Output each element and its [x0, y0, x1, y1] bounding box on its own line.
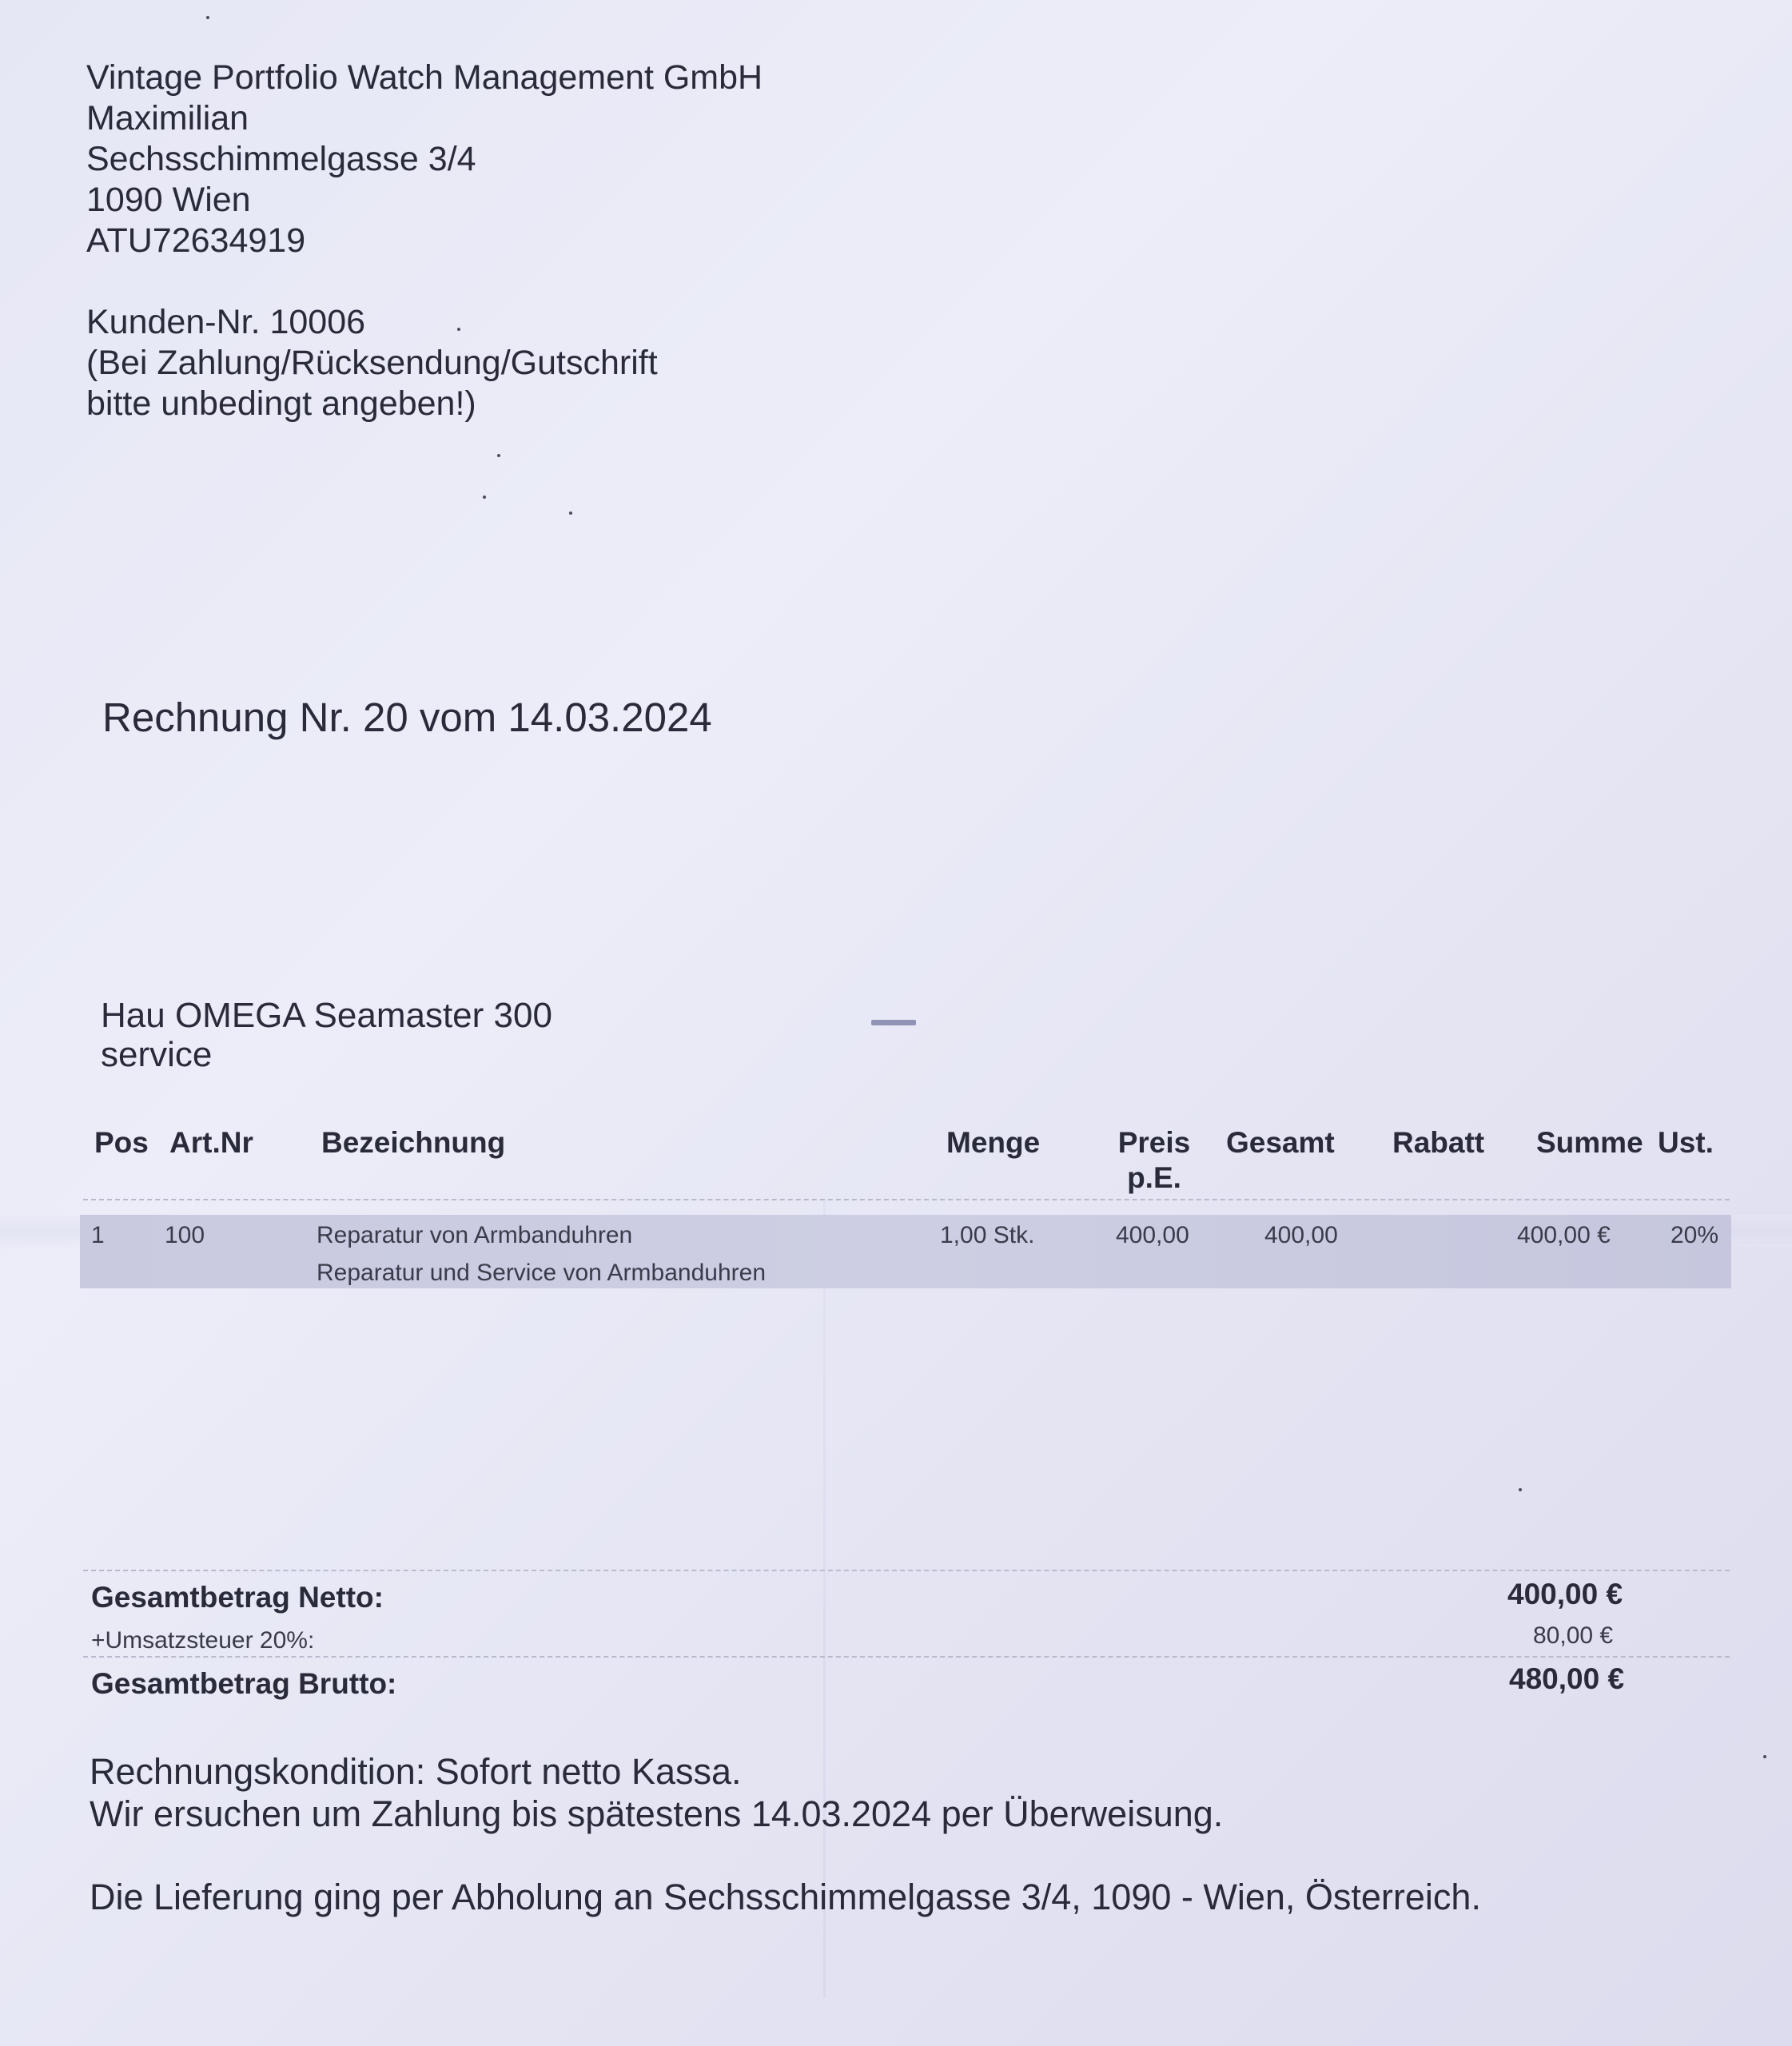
customer-note-line-1: (Bei Zahlung/Rücksendung/Gutschrift — [86, 344, 658, 382]
sender-contact: Maximilian — [86, 99, 249, 137]
total-brutto-value: 480,00 € — [1509, 1662, 1625, 1695]
invoice-title: Rechnung Nr. 20 vom 14.03.2024 — [102, 695, 712, 740]
col-header-rabatt: Rabatt — [1392, 1126, 1485, 1159]
invoice-subject — [101, 996, 552, 1074]
total-netto-value: 400,00 € — [1507, 1578, 1623, 1610]
payment-terms — [90, 1750, 1223, 1835]
col-header-preis — [1109, 1125, 1199, 1196]
customer-number: Kunden-Nr. 10006 — [86, 303, 366, 341]
speck — [483, 496, 486, 499]
row-bezeichnung: Reparatur von Armbanduhren — [317, 1222, 633, 1248]
sender-street: Sechsschimmelgasse 3/4 — [86, 140, 476, 178]
delivery-note: Die Lieferung ging per Abholung an Sechsschimmelgasse 3/4, 1090 - Wien, Österreich. — [90, 1877, 1481, 1917]
header-divider — [83, 1199, 1730, 1200]
col-header-menge: Menge — [946, 1126, 1041, 1159]
col-header-gesamt: Gesamt — [1226, 1126, 1335, 1159]
row-menge: 1,00 Stk. — [940, 1222, 1035, 1248]
subject-line-2: service — [101, 1035, 213, 1074]
col-header-preis-line-1: Preis — [1117, 1126, 1191, 1159]
row-pos: 1 — [91, 1222, 105, 1248]
speck — [569, 512, 572, 515]
sender-city: 1090 Wien — [86, 181, 251, 219]
col-header-summe: Summe — [1536, 1126, 1643, 1159]
total-ust-label: +Umsatzsteuer 20%: — [91, 1627, 315, 1654]
payment-terms-line-2: Wir ersuchen um Zahlung bis spätestens 14.03.2024 per Überweisung. — [90, 1793, 1224, 1834]
total-ust-value: 80,00 € — [1533, 1622, 1614, 1649]
speck — [1519, 1488, 1522, 1491]
row-beschreibung: Reparatur und Service von Armbanduhren — [317, 1260, 767, 1286]
sender-company: Vintage Portfolio Watch Management GmbH — [86, 58, 763, 97]
col-header-pos: Pos — [94, 1126, 149, 1159]
speck — [206, 16, 209, 19]
customer-info — [86, 302, 658, 424]
row-art-nr: 100 — [165, 1222, 205, 1248]
col-header-art-nr: Art.Nr — [169, 1126, 253, 1159]
row-preis: 400,00 — [1116, 1222, 1189, 1248]
speck — [497, 454, 500, 457]
total-brutto-label: Gesamtbetrag Brutto: — [91, 1667, 397, 1700]
subject-line-1: Hau OMEGA Seamaster 300 — [101, 996, 552, 1035]
sender-address — [86, 58, 763, 261]
row-summe: 400,00 € — [1517, 1222, 1611, 1248]
row-ust: 20% — [1671, 1222, 1719, 1248]
row-gesamt: 400,00 — [1264, 1222, 1338, 1248]
sender-vat-id: ATU72634919 — [86, 221, 306, 260]
small-stamp-mark — [871, 1020, 916, 1025]
total-netto-label: Gesamtbetrag Netto: — [91, 1581, 384, 1614]
customer-note-line-2: bitte unbedingt angeben!) — [86, 384, 476, 423]
col-header-ust: Ust. — [1658, 1126, 1714, 1159]
totals-divider-top — [83, 1570, 1730, 1571]
totals-divider-bottom — [83, 1656, 1730, 1658]
payment-terms-line-1: Rechnungskondition: Sofort netto Kassa. — [90, 1751, 742, 1792]
speck — [1763, 1755, 1766, 1758]
col-header-bezeichnung: Bezeichnung — [321, 1126, 506, 1159]
col-header-preis-line-2: p.E. — [1127, 1161, 1181, 1194]
